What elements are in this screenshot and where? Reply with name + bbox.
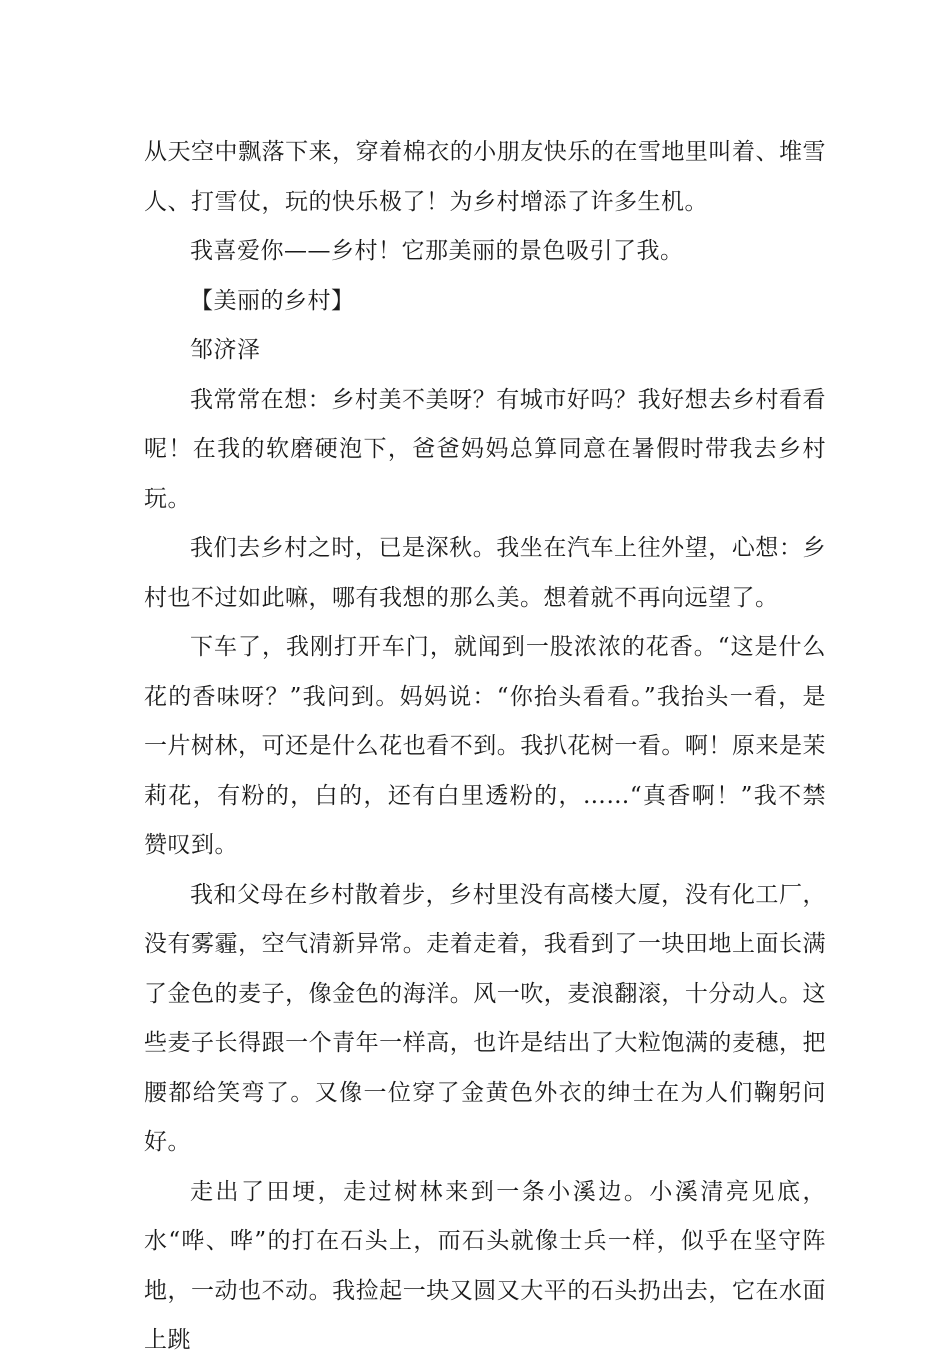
paragraph-stream: 走出了田埂，走过树林来到一条小溪边。小溪清亮见底，水“哗、哗”的打在石头上，而石头就像士兵一样，似乎在坚守阵地，一动也不动。我捡起一块又圆又大平的石头扔出去，它在水面上跳 (144, 1178, 826, 1353)
paragraph-wheat-field: 我和父母在乡村散着步，乡村里没有高楼大厦，没有化工厂，没有雾霾，空气清新异常。走着走着，我看到了一块田地上面长满了金色的麦子，像金色的海洋。风一吹，麦浪翻滚，十分动人。这些麦子长得跟一个青年一样高，也许是结出了大粒饱满的麦穗，把腰都给笑弯了。又像一位穿了金黄色外衣的绅士在为人们鞠躬问好。 (144, 881, 826, 1155)
document-body (144, 128, 826, 1366)
paragraph-wondering: 我常常在想：乡村美不美呀？有城市好吗？我好想去乡村看看呢！在我的软磨硬泡下，爸爸妈妈总算同意在暑假时带我去乡村玩。 (144, 386, 826, 512)
paragraph-late-autumn: 我们去乡村之时，已是深秋。我坐在汽车上往外望，心想：乡村也不过如此嘛，哪有我想的那么美。想着就不再向远望了。 (144, 535, 826, 611)
essay-title: 【美丽的乡村】 (190, 287, 355, 314)
paragraph-love-village: 我喜爱你——乡村！它那美丽的景色吸引了我。 (190, 238, 684, 264)
paragraph-snow-continuation: 从天空中飘落下来，穿着棉衣的小朋友快乐的在雪地里叫着、堆雪人、打雪仗，玩的快乐极了！为乡村增添了许多生机。 (144, 139, 826, 215)
essay-author: 邹济泽 (190, 337, 261, 363)
paragraph-jasmine: 下车了，我刚打开车门，就闻到一股浓浓的花香。“这是什么花的香味呀？”我问到。妈妈说：“你抬头看看。”我抬头一看，是一片树林，可还是什么花也看不到。我扒花树一看。啊！原来是茉莉花，有粉的，白的，还有白里透粉的，……“真香啊！”我不禁赞叹到。 (144, 634, 826, 858)
